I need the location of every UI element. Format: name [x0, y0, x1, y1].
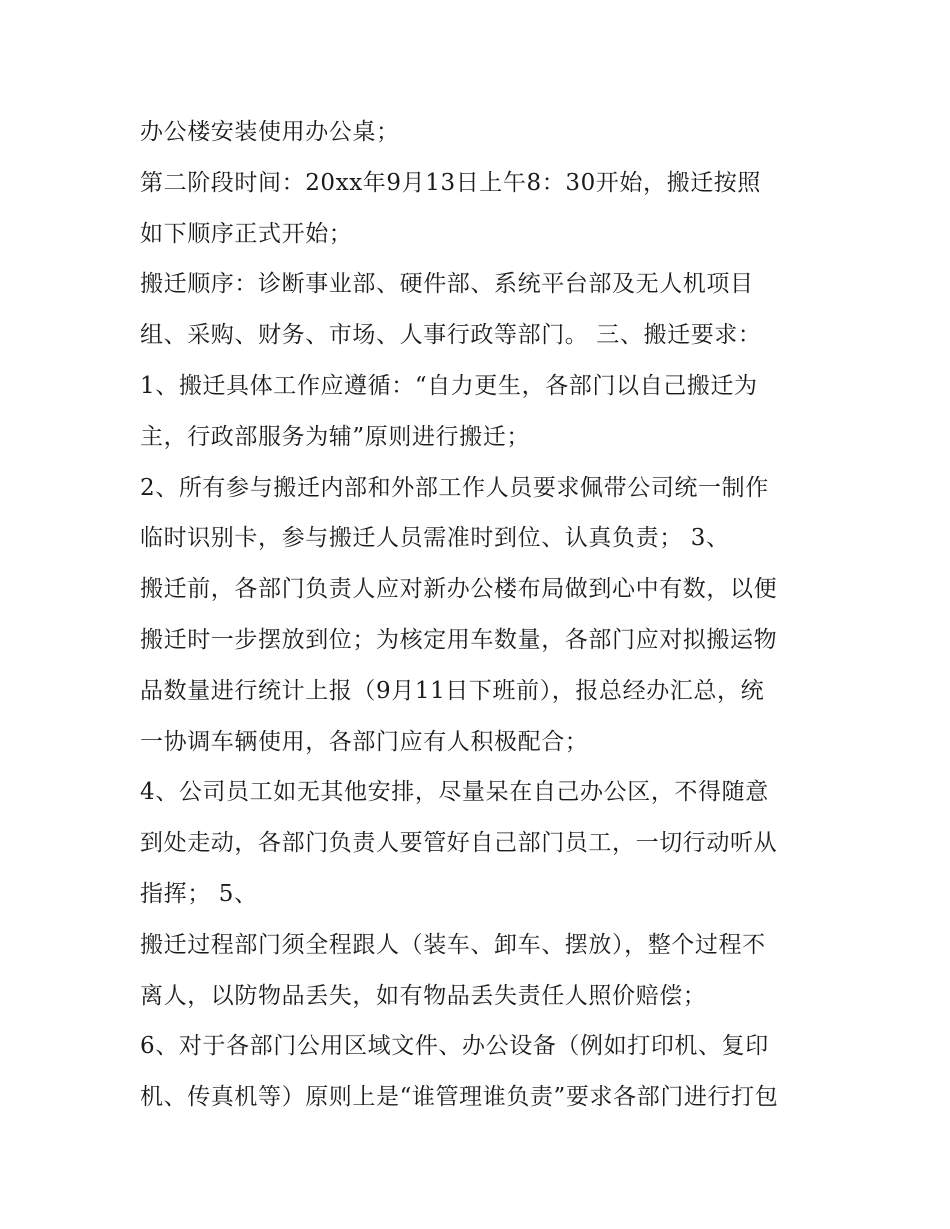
text-line: 离人，以防物品丢失，如有物品丢失责任人照价赔偿； [140, 982, 707, 1009]
text-line: 指挥； 5、 [140, 880, 258, 907]
text-line: 到处走动，各部门负责人要管好自己部门员工，一切行动听从 [140, 830, 778, 857]
text-line: 临时识别卡，参与搬迁人员需准时到位、认真负责； 3、 [140, 525, 730, 552]
text-line: 4、公司员工如无其他安排，尽量呆在自己办公区，不得随意 [140, 779, 769, 806]
text-line: 品数量进行统计上报（9月11日下班前），报总经办汇总，统 [140, 677, 765, 704]
text-line: 搬迁顺序：诊断事业部、硬件部、系统平台部及无人机项目 [140, 271, 754, 298]
text-line: 搬迁时一步摆放到位；为核定用车数量，各部门应对拟搬运物 [140, 626, 778, 653]
text-line: 一协调车辆使用，各部门应有人积极配合； [140, 728, 589, 755]
text-line: 1、搬迁具体工作应遵循：“自力更生，各部门以自己搬迁为 [140, 372, 758, 399]
text-line: 6、对于各部门公用区域文件、办公设备（例如打印机、复印 [140, 1033, 769, 1060]
text-line: 搬迁前，各部门负责人应对新办公楼布局做到心中有数，以便 [140, 576, 778, 603]
text-line: 如下顺序正式开始； [140, 220, 353, 247]
text-line: 组、采购、财务、市场、人事行政等部门。 三、搬迁要求： [140, 322, 762, 349]
text-line: 主，行政部服务为辅”原则进行搬迁； [140, 423, 530, 450]
text-line: 机、传真机等）原则上是“谁管理谁负责”要求各部门进行打包 [140, 1084, 779, 1111]
text-line: 第二阶段时间：20xx年9月13日上午8：30开始，搬迁按照 [140, 169, 762, 196]
document-body [140, 107, 840, 1123]
text-line: 2、所有参与搬迁内部和外部工作人员要求佩带公司统一制作 [140, 474, 769, 501]
text-line: 搬迁过程部门须全程跟人（装车、卸车、摆放），整个过程不 [140, 931, 766, 958]
text-line: 办公楼安装使用办公桌； [140, 119, 400, 145]
